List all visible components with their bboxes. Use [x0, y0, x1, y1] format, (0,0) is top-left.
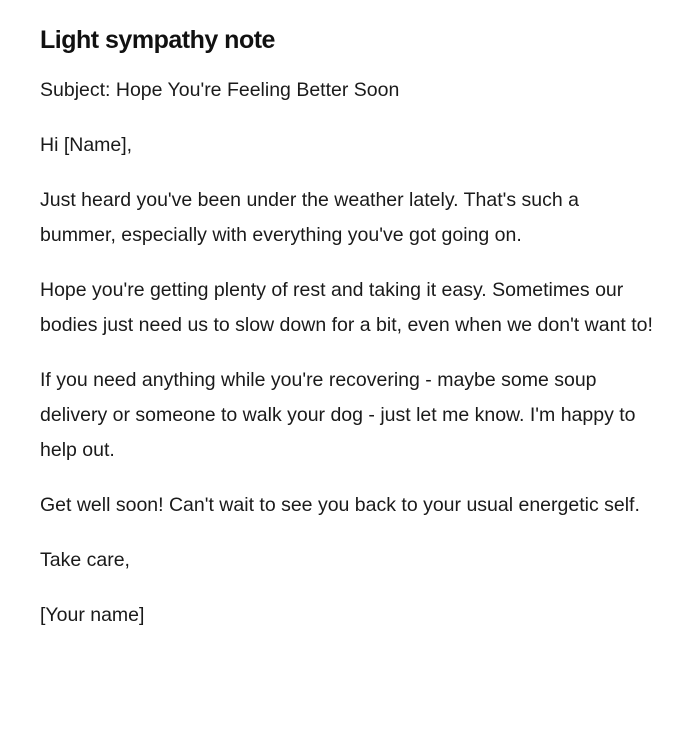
greeting: Hi [Name],: [40, 134, 133, 156]
document-title: Light sympathy note: [40, 26, 275, 54]
subject-line: Subject: Hope You're Feeling Better Soon: [40, 79, 400, 101]
body-paragraph: Get well soon! Can't wait to see you back to your usual energetic self.: [40, 494, 640, 516]
body-paragraph: If you need anything while you're recovering - maybe some soup delivery or someone to walk your dog - just let me know. I'm happy to help out.: [40, 369, 636, 461]
body-paragraph: Hope you're getting plenty of rest and taking it easy. Sometimes our bodies just need us to slow down for a bit, even when we don't want to!: [40, 279, 653, 336]
closing: Take care,: [40, 549, 130, 571]
signature: [Your name]: [40, 604, 145, 626]
body-paragraph: Just heard you've been under the weather lately. That's such a bummer, especially with everything you've got going on.: [40, 189, 579, 246]
